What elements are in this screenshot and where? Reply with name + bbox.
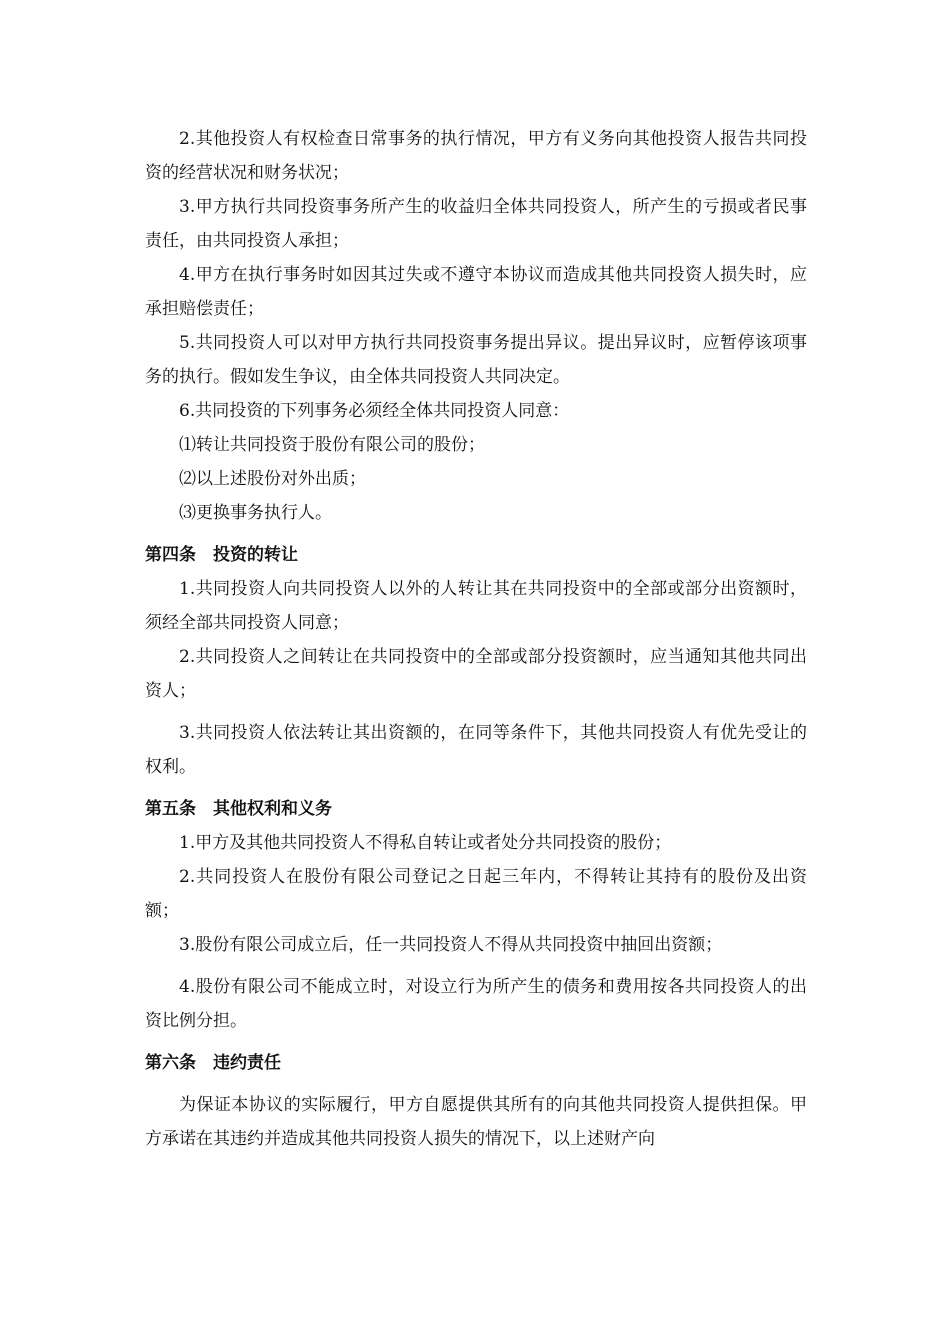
clause-3-item-5: 5.共同投资人可以对甲方执行共同投资事务提出异议。提出异议时，应暂停该项事务的执行。假如发生争议，由全体共同投资人共同决定。	[145, 333, 807, 387]
clause-3-item-6: 6.共同投资的下列事务必须经全体共同投资人同意：	[179, 401, 570, 421]
clause-4-item-1: 1.共同投资人向共同投资人以外的人转让其在共同投资中的全部或部分出资额时，须经全部共同投资人同意；	[145, 579, 807, 633]
clause-3-item-6-sub-2: ⑵以上述股份对外出质；	[179, 469, 366, 489]
clause-4-item-2: 2.共同投资人之间转让在共同投资中的全部或部分投资额时，应当通知其他共同出资人；	[145, 647, 807, 701]
clause-3-item-3: 3.甲方执行共同投资事务所产生的收益归全体共同投资人，所产生的亏损或者民事责任，由共同投资人承担；	[145, 197, 807, 251]
clause-3-item-4: 4.甲方在执行事务时如因其过失或不遵守本协议而造成其他共同投资人损失时，应承担赔偿责任；	[145, 265, 807, 319]
article-5-heading: 第五条 其他权利和义务	[145, 799, 332, 819]
clause-3-item-6-sub-1: ⑴转让共同投资于股份有限公司的股份；	[179, 435, 485, 455]
clause-5-item-3: 3.股份有限公司成立后，任一共同投资人不得从共同投资中抽回出资额；	[179, 935, 723, 955]
clause-5-item-2: 2.共同投资人在股份有限公司登记之日起三年内，不得转让其持有的股份及出资额；	[145, 867, 807, 921]
clause-6-paragraph-1: 为保证本协议的实际履行，甲方自愿提供其所有的向其他共同投资人提供担保。甲方承诺在其违约并造成其他共同投资人损失的情况下，以上述财产向	[145, 1095, 807, 1149]
document-body	[145, 122, 807, 1156]
article-4-heading: 第四条 投资的转让	[145, 545, 298, 565]
clause-3-item-2: 2.其他投资人有权检查日常事务的执行情况，甲方有义务向其他投资人报告共同投资的经营状况和财务状况；	[145, 129, 807, 183]
clause-3-item-6-sub-3: ⑶更换事务执行人。	[179, 503, 332, 523]
article-6-heading: 第六条 违约责任	[145, 1053, 281, 1073]
clause-4-item-3: 3.共同投资人依法转让其出资额的，在同等条件下，其他共同投资人有优先受让的权利。	[145, 723, 807, 777]
clause-5-item-1: 1.甲方及其他共同投资人不得私自转让或者处分共同投资的股份；	[179, 833, 672, 853]
clause-5-item-4: 4.股份有限公司不能成立时，对设立行为所产生的债务和费用按各共同投资人的出资比例分担。	[145, 977, 807, 1031]
